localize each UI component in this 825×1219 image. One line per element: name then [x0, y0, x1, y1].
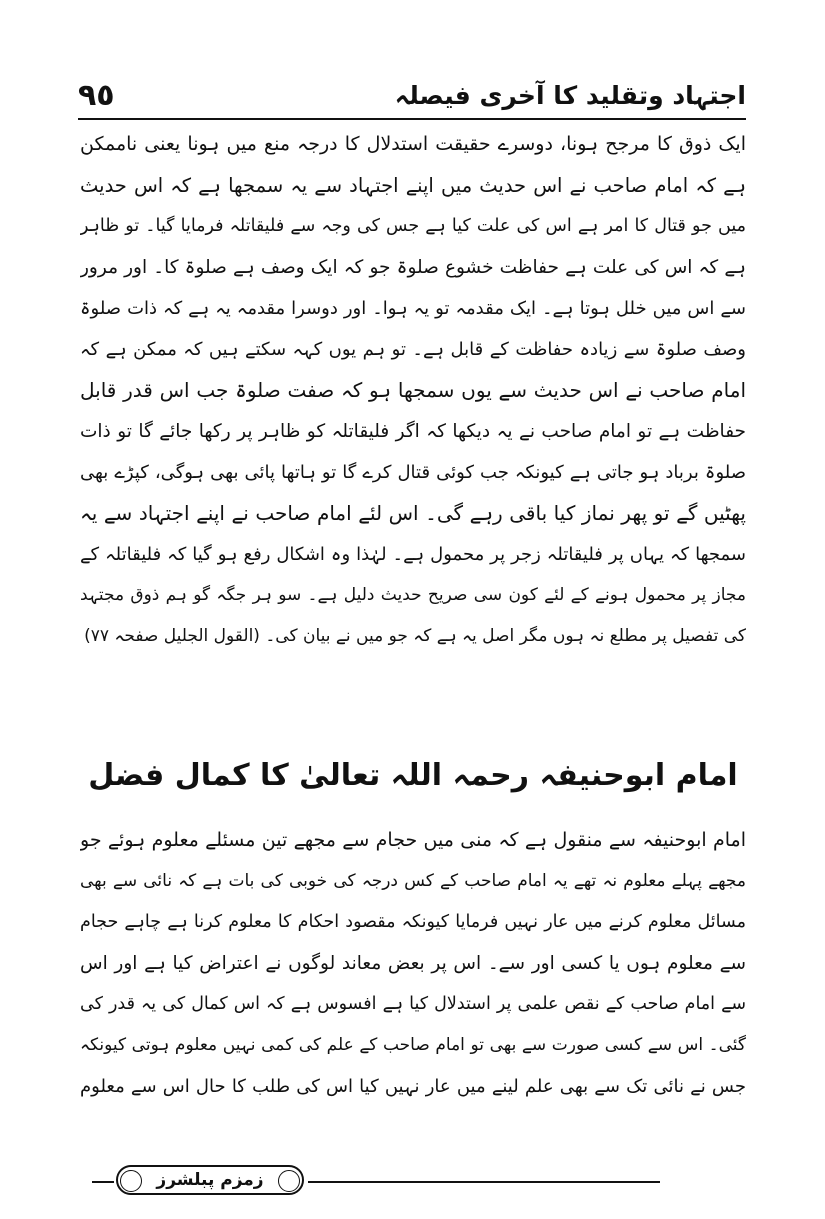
page-header: [78, 78, 746, 114]
text-line: گئی۔ اس سے کسی صورت سے بھی تو امام صاحب کے علم کی کمی نہیں معلوم ہوتی کیونکہ: [80, 1035, 746, 1055]
paragraph-2: [80, 820, 746, 1107]
text-line: حفاظت ہے تو امام صاحب نے یہ دیکھا کہ اگر فلیقاتلہ کو ظاہر پر رکھا جائے گا تو ذات: [80, 421, 746, 442]
publisher-name: زمزم پبلشرز: [156, 1170, 264, 1190]
text-line: میں جو قتال کا امر ہے اس کی علت کیا ہے جس کی وجہ سے فلیقاتلہ فرمایا گیا۔ تو ظاہر: [80, 216, 746, 236]
text-line: صلوۃ برباد ہو جاتی ہے کیونکہ جب کوئی قتال کرے گا تو ہاتھا پائی بھی ہوگی، کپڑے بھی: [80, 462, 746, 483]
page-number: ٩٥: [78, 78, 115, 113]
section-heading: امام ابوحنیفہ رحمہ اللہ تعالیٰ کا کمال فضل: [88, 758, 738, 793]
text-line: مجھے پہلے معلوم نہ تھے یہ امام صاحب کے کس درجہ کی خوبی کی بات ہے کہ نائی سے بھی: [80, 871, 746, 891]
paragraph-1: [80, 124, 746, 657]
text-line: سے امام صاحب کے نقص علمی پر استدلال کیا ہے افسوس ہے کہ اس کمال کی یہ قدر کی: [80, 994, 746, 1014]
text-line: جس نے نائی تک سے بھی علم لینے میں عار نہیں کیا اس کی طلب کا حال اس سے معلوم: [80, 1076, 746, 1097]
text-line: سے اس میں خلل ہوتا ہے۔ ایک مقدمہ تو یہ ہوا۔ اور دوسرا مقدمہ یہ ہے کہ ذات صلوۃ: [80, 298, 746, 319]
text-line: مسائل معلوم کرنے میں عار نہیں فرمایا کیونکہ مقصود احکام کا معلوم کرنا ہے چاہے حجام: [80, 912, 746, 932]
text-line: امام صاحب نے اس حدیث سے یوں سمجھا ہو کہ صفت صلوۃ جب اس قدر قابل: [80, 378, 746, 402]
text-line: وصف صلوۃ سے زیادہ حفاظت کے قابل ہے۔ تو ہم یوں کہہ سکتے ہیں کہ ممکن ہے کہ: [80, 339, 746, 360]
text-line: ہے کہ اس کی علت ہے حفاظت خشوع صلوۃ جو کہ ایک وصف ہے صلوۃ کا۔ اور مرور: [80, 257, 746, 278]
text-line-with-citation: کی تفصیل پر مطلع نہ ہوں مگر اصل یہ ہے کہ جو میں نے بیان کی۔ (القول الجلیل صفحہ ۷۷): [84, 626, 746, 646]
text-line: سمجھا کہ یہاں پر فلیقاتلہ زجر پر محمول ہے۔ لہٰذا وہ اشکال رفع ہو گیا کہ فلیقاتلہ کے: [80, 544, 746, 565]
publisher-badge: [116, 1165, 304, 1195]
text-line: ایک ذوق کا مرجح ہونا، دوسرے حقیقت استدلال کا درجہ منع میں ہونا یعنی ناممکن: [80, 133, 746, 155]
header-divider: [78, 118, 746, 120]
text-line: سے معلوم ہوں یا کسی اور سے۔ اس پر بعض معاند لوگوں نے اعتراض کیا ہے اور اس: [80, 953, 746, 974]
text-line: ہے کہ امام صاحب نے اس حدیث میں اپنے اجتہاد سے یہ سمجھا ہے کہ اس حدیث: [80, 174, 746, 197]
footer-divider-left: [92, 1181, 114, 1183]
running-title: اجتہاد وتقلید کا آخری فیصلہ: [394, 81, 746, 110]
text-line: پھٹیں گے تو پھر نماز کیا باقی رہے گی۔ اس لئے امام صاحب نے اپنے اجتہاد سے یہ: [80, 501, 746, 525]
text-line: امام ابوحنیفہ سے منقول ہے کہ منی میں حجام سے مجھے تین مسئلے معلوم ہوئے جو: [80, 829, 746, 851]
footer-divider-right: [308, 1181, 660, 1183]
text-line: مجاز پر محمول ہونے کے لئے کون سی صریح حدیث دلیل ہے۔ سو ہر جگہ گو ہم ذوق مجتہد: [80, 585, 746, 605]
